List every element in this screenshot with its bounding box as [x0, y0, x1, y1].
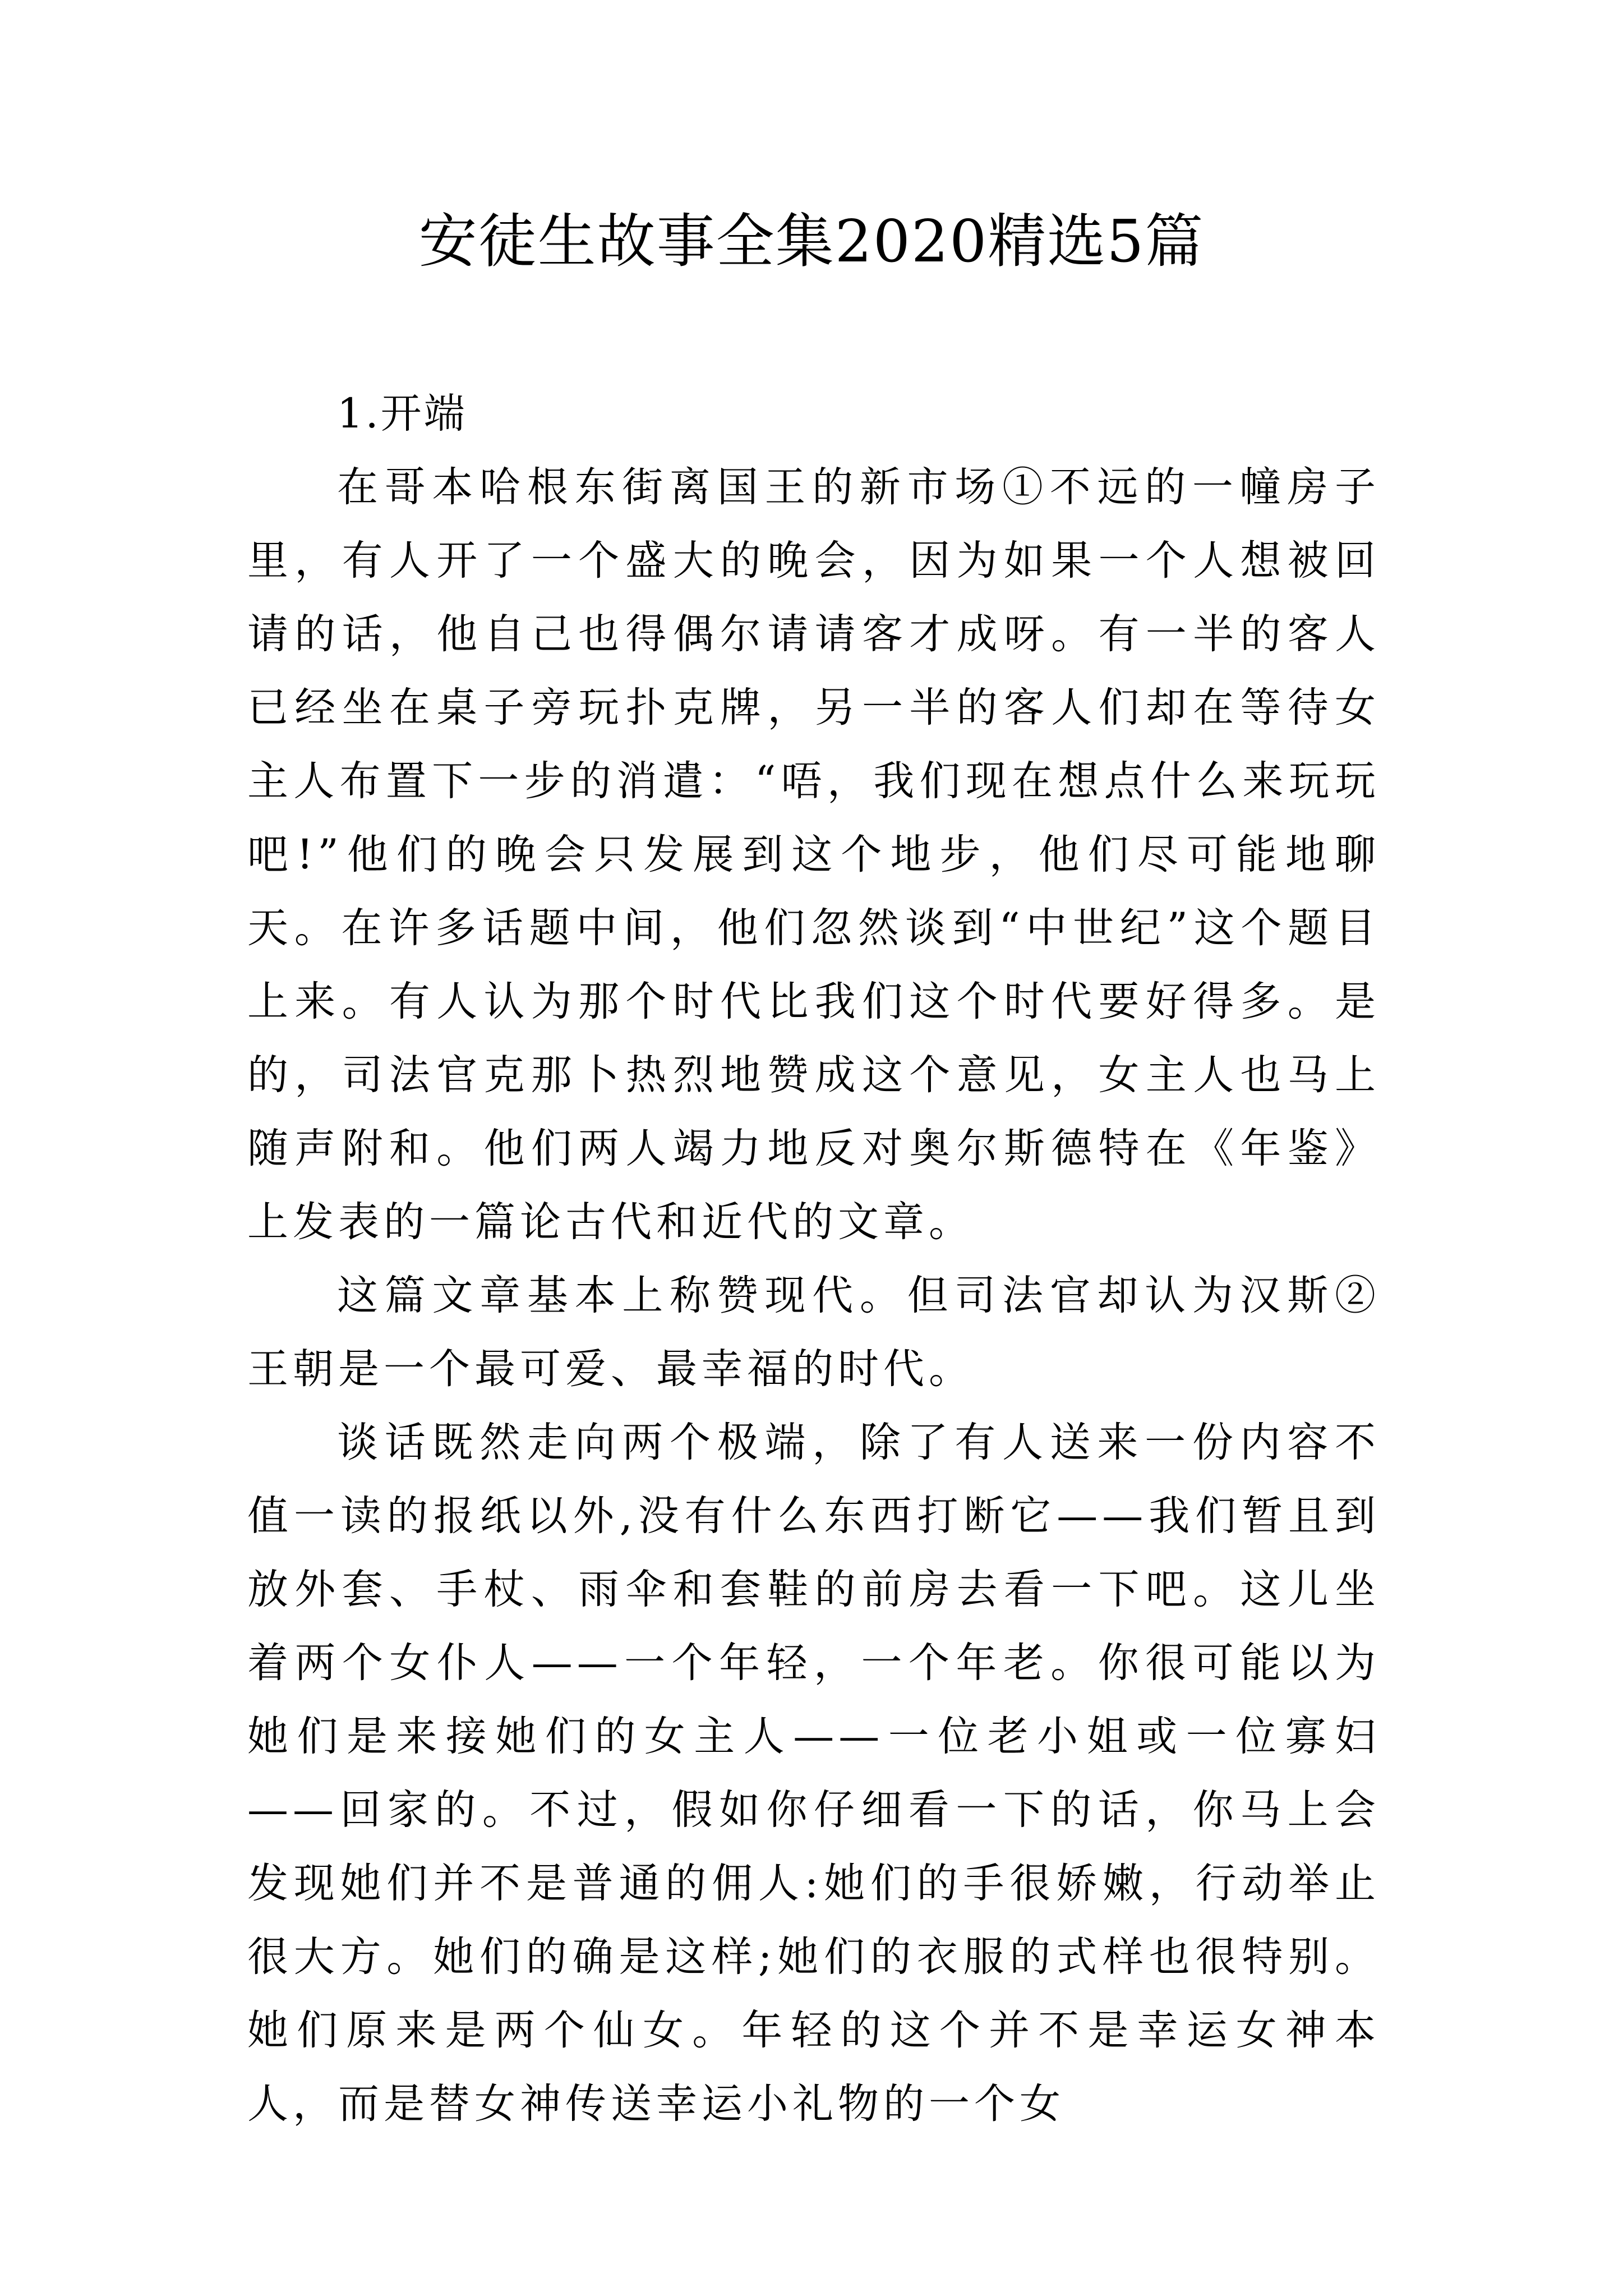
document-title: 安徒生故事全集2020精选5篇 — [418, 207, 1205, 275]
paragraph-2: 这篇文章基本上称赞现代。但司法官却认为汉斯②王朝是一个最可爱、最幸福的时代。 — [247, 1272, 1380, 1393]
paragraph-3: 谈话既然走向两个极端，除了有人送来一份内容不值一读的报纸以外,没有什么东西打断它——我们暂且到放外套、手杖、雨伞和套鞋的前房去看一下吧。这儿坐着两个女仆人——一个年轻，一个年老。你很可能以为她们是来接她们的女主人——一位老小姐或一位寡妇——回家的。不过，假如你仔细看一下的话，你马上会发现她们并不是普通的佣人:她们的手很娇嫩，行动举止很大方。她们的确是这样;她们的衣服的式样也很特别。她们原来是两个仙女。年轻的这个并不是幸运女神本人，而是替女神传送幸运小礼物的一个女 — [247, 1419, 1380, 2128]
document-body — [247, 377, 1380, 2141]
paragraph-1: 在哥本哈根东街离国王的新市场①不远的一幢房子里，有人开了一个盛大的晚会，因为如果一个人想被回请的话，他自己也得偶尔请请客才成呀。有一半的客人已经坐在桌子旁玩扑克牌，另一半的客人们却在等待女主人布置下一步的消遣：“唔，我们现在想点什么来玩玩吧!”他们的晚会只发展到这个地步，他们尽可能地聊天。在许多话题中间，他们忽然谈到“中世纪”这个题目上来。有人认为那个时代比我们这个时代要好得多。是的，司法官克那卜热烈地赞成这个意见，女主人也马上随声附和。他们两人竭力地反对奥尔斯德特在《年鉴》上发表的一篇论古代和近代的文章。 — [247, 463, 1380, 1246]
section-heading: 1.开端 — [337, 390, 467, 438]
